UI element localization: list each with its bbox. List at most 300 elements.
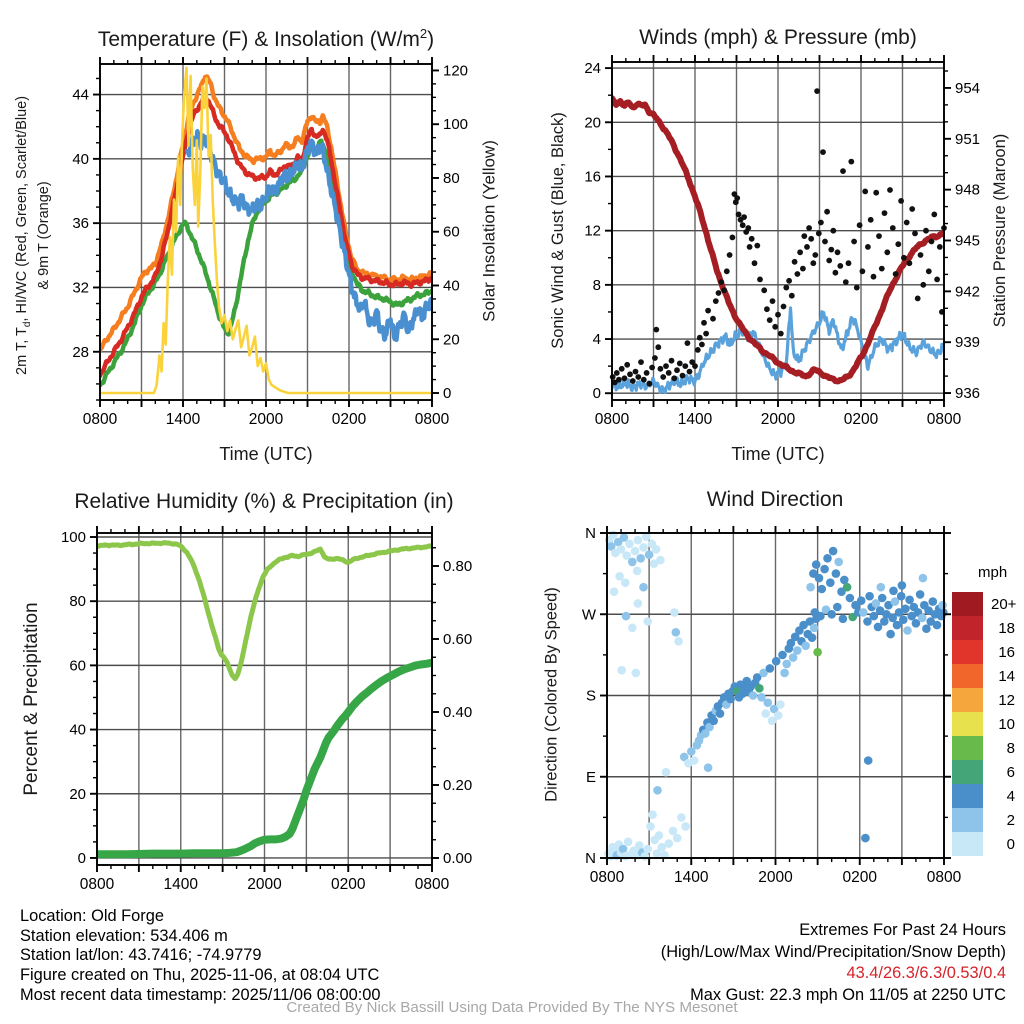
wind-direction-dot — [916, 590, 925, 599]
wind-gust-dot — [816, 231, 822, 237]
wind-gust-dot — [699, 342, 705, 348]
winds-x-label: Time (UTC) — [731, 444, 825, 464]
wind-direction-dot — [648, 810, 657, 819]
tick-label: 0 — [77, 849, 86, 867]
tick-label: 942 — [955, 283, 981, 301]
station-info-block — [20, 907, 381, 1006]
colorbar-row — [952, 760, 1016, 784]
pressure-y-right-label: Station Pressure (Maroon) — [991, 133, 1009, 328]
wind-direction-dot — [634, 536, 643, 545]
wind-gust-dot — [792, 259, 798, 265]
credit-line: Created By Nick Bassill Using Data Provided By The NYS Mesonet — [286, 999, 738, 1016]
x-tick-label: 0800 — [926, 869, 962, 886]
wind-gust-dot — [907, 260, 913, 266]
x-tick-label: 2000 — [760, 411, 796, 428]
wind-direction-dot — [778, 651, 787, 660]
temp-ylabel-sub: d — [21, 321, 33, 328]
wind-direction-dot — [864, 756, 873, 765]
wind-gust-dot — [929, 239, 935, 245]
colorbar-label: 16 — [998, 643, 1015, 661]
wind-gust-dot — [630, 378, 636, 384]
wind-direction-dot — [673, 834, 682, 843]
wind-direction-dot — [670, 608, 679, 617]
wind-direction-dot — [857, 596, 866, 605]
wind-gust-dot — [730, 235, 736, 241]
wind-direction-dot — [761, 709, 770, 718]
wind-gust-dot — [857, 222, 863, 228]
wind-direction-dot — [615, 572, 624, 581]
wind-gust-dot — [721, 287, 727, 293]
wind-direction-dot — [808, 633, 817, 642]
tick-label: 939 — [955, 334, 981, 352]
wind-direction-dot — [813, 648, 822, 657]
wind-gust-dot — [873, 190, 879, 196]
colorbar-label: 6 — [1006, 763, 1015, 781]
x-tick-label: 0800 — [589, 869, 625, 886]
wind-gust-dot — [830, 228, 836, 234]
wind-gust-dot — [884, 249, 890, 255]
temp-insolation-plot — [72, 57, 468, 428]
colorbar-swatch — [952, 760, 983, 784]
wind-direction-dot — [639, 543, 648, 552]
wind-gust-dot — [846, 260, 852, 266]
wind-gust-dot — [786, 278, 792, 284]
tick-label: 16 — [584, 168, 601, 186]
wind-direction-dot — [832, 569, 841, 578]
wind-gust-dot — [754, 243, 760, 249]
wind-direction-dot — [665, 839, 674, 848]
tick-label: N — [585, 850, 596, 867]
wind-direction-dot — [766, 664, 775, 673]
x-tick-label: 0800 — [594, 411, 630, 428]
x-tick-label: 0800 — [414, 876, 450, 893]
wind-gust-dot — [854, 285, 860, 291]
wind-gust-dot — [822, 239, 828, 245]
wind-gust-dot — [638, 359, 644, 365]
wind-direction-dot — [681, 822, 690, 831]
colorbar-swatch — [952, 688, 983, 712]
wind-direction-dot — [652, 545, 661, 554]
wind-gust-dot — [890, 225, 896, 231]
wind-direction-dot — [899, 615, 908, 624]
colorbar-label: 8 — [1006, 739, 1015, 757]
x-tick-label: 0800 — [414, 411, 450, 428]
tick-label: 4 — [592, 331, 601, 349]
colorbar-swatch — [952, 784, 983, 808]
wind-gust-dot — [865, 244, 871, 250]
tick-label: 0.40 — [443, 703, 473, 721]
colorbar-label: 4 — [1006, 787, 1015, 805]
wind-direction-dot — [823, 554, 832, 563]
x-tick-label: 0200 — [842, 869, 877, 886]
wind-direction-dot — [749, 691, 758, 700]
wind-direction-dot — [646, 822, 655, 831]
wind-gust-dot — [915, 296, 921, 302]
wind-gust-dot — [761, 287, 767, 293]
wind-direction-dot — [812, 560, 821, 569]
wind-gust-dot — [895, 241, 901, 247]
insolation-y-right-label: Solar Insolation (Yellow) — [479, 140, 499, 322]
colorbar-label: 14 — [998, 667, 1015, 685]
temp-title-end: ) — [427, 28, 435, 51]
tick-label: 120 — [443, 62, 469, 80]
wind-gust-dot — [818, 220, 824, 226]
x-tick-label: 0200 — [843, 411, 879, 428]
wind-direction-dot — [628, 624, 637, 633]
temp-x-label: Time (UTC) — [219, 444, 313, 464]
tick-label: 24 — [584, 60, 601, 78]
wind-gust-dot — [674, 367, 680, 373]
wind-gust-dot — [653, 327, 659, 333]
wind-gust-dot — [887, 187, 893, 193]
wind-gust-dot — [814, 88, 820, 94]
wind-gust-dot — [655, 344, 661, 350]
station-location: Location: Old Forge — [20, 907, 164, 925]
wind-gust-dot — [824, 209, 830, 215]
wind-direction-dot — [633, 567, 642, 576]
direction-y-left-label: Direction (Colored By Speed) — [542, 587, 561, 802]
wind-y-left-label: Sonic Wind & Gust (Blue, Black) — [549, 112, 567, 349]
wind-gust-dot — [800, 266, 806, 272]
winds-pressure-plot — [584, 55, 980, 428]
wind-direction-dot — [609, 531, 618, 540]
wind-gust-dot — [703, 331, 709, 337]
wind-gust-dot — [833, 270, 839, 276]
wind-direction-dot — [898, 581, 907, 590]
tick-label: 40 — [69, 721, 86, 739]
tick-label: 948 — [955, 181, 981, 199]
wind-direction-dot — [861, 834, 870, 843]
x-tick-label: 0800 — [926, 411, 962, 428]
wind-direction-dot — [878, 594, 887, 603]
wind-direction-dot — [622, 612, 631, 621]
x-tick-label: 2000 — [758, 869, 793, 886]
colorbar-row — [952, 688, 1016, 712]
wind-gust-dot — [918, 252, 924, 258]
x-tick-label: 0200 — [331, 411, 367, 428]
wind-direction-dot — [933, 621, 942, 630]
tick-label: N — [585, 525, 596, 542]
tick-label: 0.80 — [443, 557, 473, 575]
wind-gust-dot — [820, 149, 826, 155]
wind-direction-plot — [582, 525, 962, 886]
wind-direction-dot — [625, 540, 634, 549]
wind-gust-dot — [724, 268, 730, 274]
wind-gust-dot — [716, 290, 722, 296]
tick-label: 0 — [443, 385, 452, 403]
humidity-chart-title: Relative Humidity (%) & Precipitation (in) — [74, 490, 454, 513]
tick-label: 12 — [584, 222, 601, 240]
wind-direction-dot — [634, 599, 643, 608]
wind-gust-dot — [920, 282, 926, 288]
wind-gust-dot — [649, 365, 655, 371]
colorbar-row — [952, 832, 1016, 856]
wind-direction-dot — [672, 628, 681, 637]
data-timestamp: Most recent data timestamp: 2025/11/06 08:00:00 — [20, 985, 381, 1004]
colorbar-swatch — [952, 808, 983, 832]
wind-gust-dot — [828, 247, 834, 253]
wind-gust-dot — [804, 244, 810, 250]
wind-direction-dot — [826, 578, 835, 587]
wind-gust-dot — [767, 317, 773, 323]
wind-direction-dot — [617, 666, 626, 675]
wind-gust-dot — [652, 355, 658, 361]
wind-gust-dot — [835, 249, 841, 255]
wind-gust-dot — [663, 363, 669, 369]
winds-chart-title: Winds (mph) & Pressure (mb) — [639, 26, 917, 49]
percent-y-left-label: Percent & Precipitation — [21, 602, 42, 796]
wind-direction-dot — [806, 583, 815, 592]
wind-gust-dot — [680, 373, 686, 379]
wind-gust-dot — [909, 206, 915, 212]
tick-label: 60 — [443, 223, 460, 241]
wind-gust-dot — [666, 370, 672, 376]
colorbar-row — [952, 712, 1016, 736]
wind-gust-dot — [770, 298, 776, 304]
wind-gust-dot — [789, 293, 795, 299]
extremes-block — [661, 920, 1006, 1006]
tick-label: 28 — [72, 343, 89, 361]
wind-gust-dot — [898, 198, 904, 204]
wind-gust-dot — [876, 233, 882, 239]
colorbar-swatch — [952, 832, 983, 856]
wind-gust-dot — [710, 316, 716, 322]
wind-gust-dot — [635, 374, 641, 380]
colorbar-swatch — [952, 712, 983, 736]
tick-label: 100 — [443, 116, 469, 134]
wind-direction-dot — [662, 768, 671, 777]
wind-direction-dot — [774, 711, 783, 720]
wind-gust-dot — [797, 249, 803, 255]
wind-gust-dot — [695, 347, 701, 353]
colorbar-row — [952, 592, 1016, 616]
wind-gust-dot — [633, 369, 639, 375]
x-tick-label: 1400 — [677, 411, 713, 428]
wind-gust-dot — [783, 285, 789, 291]
wind-direction-dot — [655, 831, 664, 840]
colorbar-swatch — [952, 664, 983, 688]
wind-direction-dot — [726, 695, 735, 704]
wind-direction-dot — [938, 601, 947, 610]
wind-direction-dot — [789, 653, 798, 662]
wind-direction-dot — [780, 669, 789, 678]
wind-direction-dot — [772, 657, 781, 666]
colorbar-title: mph — [978, 564, 1008, 581]
wind-gust-dot — [669, 358, 675, 364]
tick-label: 20 — [443, 331, 460, 349]
wind-gust-dot — [840, 168, 846, 174]
wind-gust-dot — [806, 225, 812, 231]
wind-gust-dot — [871, 274, 877, 280]
wind-gust-dot — [904, 220, 910, 226]
wind-gust-dot — [692, 363, 698, 369]
wind-gust-dot — [745, 225, 751, 231]
wind-gust-dot — [923, 228, 929, 234]
wind-gust-dot — [741, 214, 747, 220]
wind-direction-dot — [877, 583, 886, 592]
wind-gust-dot — [795, 271, 801, 277]
wind-direction-dot — [801, 642, 810, 651]
extremes-subtitle: (High/Low/Max Wind/Precipitation/Snow Depth) — [660, 942, 1006, 961]
x-tick-label: 2000 — [248, 411, 284, 428]
temp-ylabel-line2: & 9m T (Orange) — [36, 181, 53, 290]
wind-gust-dot — [901, 255, 907, 261]
colorbar-row — [952, 808, 1016, 832]
wind-gust-dot — [912, 231, 918, 237]
wind-direction-dot — [610, 587, 619, 596]
wind-gust-dot — [627, 371, 633, 377]
colorbar-row — [952, 784, 1016, 808]
wind-direction-dot — [820, 565, 829, 574]
wind-direction-chart-title: Wind Direction — [706, 488, 844, 511]
station-latlon: Station lat/lon: 43.7416; -74.9779 — [20, 946, 262, 965]
wind-direction-dot — [643, 617, 652, 626]
wind-direction-dot — [865, 592, 874, 601]
wind-direction-dot — [621, 578, 630, 587]
wind-gust-dot — [882, 210, 888, 216]
x-tick-label: 0200 — [331, 876, 366, 893]
wind-direction-dot — [624, 838, 633, 847]
wind-gust-dot — [931, 212, 937, 218]
wind-gust-dot — [658, 366, 664, 372]
wind-direction-dot — [929, 597, 938, 606]
wind-gust-dot — [614, 370, 620, 376]
x-tick-label: 1400 — [163, 876, 198, 893]
tick-label: 80 — [443, 169, 460, 187]
wind-gust-dot — [740, 222, 746, 228]
wind-direction-dot — [903, 626, 912, 635]
tick-label: 20 — [584, 114, 601, 132]
wind-direction-dot — [669, 827, 678, 836]
x-tick-label: 2000 — [247, 876, 282, 893]
extremes-values: 43.4/26.3/6.3/0.53/0.4 — [846, 964, 1006, 983]
colorbar-label: 10 — [998, 715, 1015, 733]
tick-label: 0.00 — [443, 849, 473, 867]
wind-direction-dot — [859, 608, 868, 617]
wind-gust-dot — [697, 335, 703, 341]
wind-direction-dot — [897, 592, 906, 601]
wind-speed-colorbar — [952, 592, 1016, 856]
wind-gust-dot — [810, 260, 816, 266]
wind-direction-dot — [653, 786, 662, 795]
wind-gust-dot — [747, 244, 753, 250]
wind-direction-dot — [636, 554, 645, 563]
wind-direction-dot — [782, 660, 791, 669]
colorbar-row — [952, 640, 1016, 664]
wind-gust-dot — [749, 236, 755, 242]
wind-gust-dot — [705, 308, 711, 314]
wind-direction-dot — [656, 556, 665, 565]
colorbar-label: 12 — [998, 691, 1015, 709]
tick-label: 44 — [72, 86, 89, 104]
wind-gust-dot — [701, 320, 707, 326]
colorbar-row — [952, 736, 1016, 760]
x-tick-label: 1400 — [674, 869, 709, 886]
station-elevation: Station elevation: 534.406 m — [20, 926, 228, 945]
wind-gust-dot — [843, 279, 849, 285]
tick-label: S — [585, 687, 596, 705]
wind-gust-dot — [808, 236, 814, 242]
tick-label: 951 — [955, 130, 981, 148]
wind-gust-dot — [860, 268, 866, 274]
wind-direction-dot — [889, 587, 898, 596]
wind-direction-dot — [829, 547, 838, 556]
wind-gust-dot — [616, 377, 622, 383]
wind-gust-dot — [862, 189, 868, 195]
wind-gust-dot — [660, 374, 666, 380]
wind-gust-dot — [868, 217, 874, 223]
wind-gust-dot — [764, 306, 770, 312]
wind-direction-dot — [827, 610, 836, 619]
wind-direction-dot — [755, 684, 764, 693]
wind-gust-dot — [893, 271, 899, 277]
wind-gust-dot — [736, 212, 742, 218]
wind-direction-dot — [764, 698, 773, 707]
tick-label: 36 — [72, 215, 89, 233]
wind-gust-dot — [781, 304, 787, 310]
wind-gust-dot — [879, 266, 885, 272]
tick-label: 60 — [69, 657, 86, 675]
wind-gust-dot — [752, 260, 758, 266]
wind-gust-dot — [757, 277, 763, 283]
wind-gust-dot — [677, 361, 683, 367]
wind-gust-dot — [734, 195, 740, 201]
wind-gust-dot — [837, 263, 843, 269]
wind-direction-dot — [810, 624, 819, 633]
wind-gust-dot — [826, 258, 832, 264]
wind-gust-dot — [718, 279, 724, 285]
tick-label: 8 — [592, 276, 601, 294]
wind-direction-dot — [818, 585, 827, 594]
wind-gust-dot — [772, 324, 778, 330]
max-gust: Max Gust: 22.3 mph On 11/05 at 2250 UTC — [690, 985, 1006, 1004]
temp-y-left-label — [14, 63, 53, 408]
colorbar-swatch — [952, 616, 983, 640]
tick-label: 936 — [955, 385, 981, 403]
wind-direction-dot — [793, 646, 802, 655]
tick-label: 0.60 — [443, 630, 473, 648]
tick-label: 32 — [72, 279, 89, 297]
x-tick-label: 1400 — [165, 411, 201, 428]
wind-direction-dot — [918, 614, 927, 623]
wind-direction-dot — [716, 709, 725, 718]
tick-label: E — [585, 768, 596, 786]
temp-ylabel-seg1: 2m T, T — [14, 327, 31, 375]
colorbar-swatch — [952, 640, 983, 664]
tick-label: W — [581, 606, 596, 624]
tick-label: 40 — [443, 277, 460, 295]
wind-gust-dot — [848, 159, 854, 165]
wind-direction-dot — [815, 574, 824, 583]
wind-gust-dot — [647, 381, 653, 387]
tick-label: 100 — [60, 529, 86, 547]
wind-direction-dot — [639, 583, 648, 592]
wind-direction-dot — [843, 583, 852, 592]
figure-created: Figure created on Thu, 2025-11-06, at 08:04 UTC — [20, 966, 380, 985]
wind-direction-dot — [833, 603, 842, 612]
tick-label: 0.20 — [443, 776, 473, 794]
wind-direction-dot — [846, 594, 855, 603]
colorbar-label: 2 — [1006, 811, 1015, 829]
tick-label: 0 — [592, 385, 601, 403]
colorbar-swatch — [952, 736, 983, 760]
wind-gust-dot — [801, 233, 807, 239]
wind-direction-dot — [645, 550, 654, 559]
wind-gust-dot — [851, 239, 857, 245]
wind-direction-dot — [690, 756, 699, 765]
wind-direction-dot — [674, 637, 683, 646]
wind-gust-dot — [671, 375, 677, 381]
